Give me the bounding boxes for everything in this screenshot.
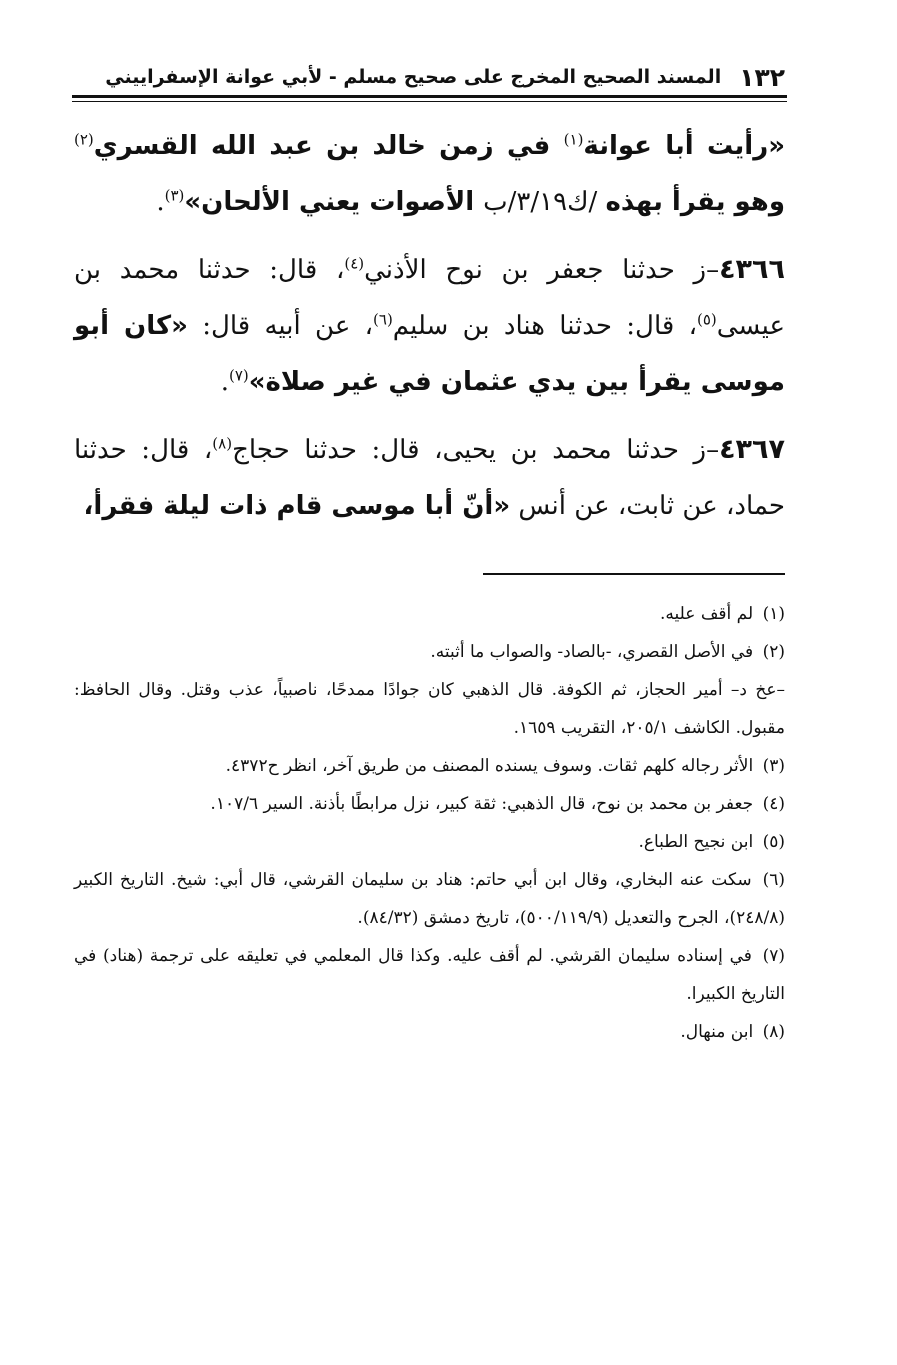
text: . xyxy=(220,367,229,397)
text: في زمن خالد بن عبد الله القسري xyxy=(93,131,564,161)
text: ، قال: حدثنا محمد بن عيسى xyxy=(74,255,785,341)
footnote-number: (٣) xyxy=(762,756,785,776)
text: –ز حدثنا محمد بن يحيى، قال: حدثنا حجاج xyxy=(232,435,720,465)
footnote-ref: (٣) xyxy=(164,186,185,205)
footnote-3 xyxy=(74,747,785,785)
hadith-number: ٤٣٦٧ xyxy=(719,434,785,465)
footnote-number: (٢) xyxy=(762,642,785,662)
footnotes xyxy=(74,595,785,1051)
text: الأصوات يعني الألحان» xyxy=(184,187,484,217)
footnote-number: (٤) xyxy=(762,794,785,814)
footnote-ref: (٦) xyxy=(373,310,393,329)
footnote-5 xyxy=(74,823,785,861)
paragraph-hadith-4366 xyxy=(74,242,785,410)
matn-text: «كان أبو موسى يقرأ بين يدي عثمان في غير صلاة» xyxy=(74,311,785,397)
paragraph-hadith-4367 xyxy=(74,422,785,534)
footnote-text: سكت عنه البخاري، وقال ابن أبي حاتم: هناد بن سليمان القرشي، قال أبي: شيخ. التاريخ الكبير (٢٤٨/٨)، الجرح والتعديل (٥٠٠/١١٩/٩)، تاريخ دمشق (٨٤/٣٢). xyxy=(74,870,785,928)
running-title: المسند الصحيح المخرج على صحيح مسلم - لأبي عوانة الإسفراييني xyxy=(105,66,722,88)
footnote-text: الأثر رجاله كلهم ثقات. وسوف يسنده المصنف من طريق آخر، انظر ح٤٣٧٢. xyxy=(225,756,754,776)
footnote-separator xyxy=(483,573,785,575)
footnote-1 xyxy=(74,595,785,633)
footnote-ref: (٢) xyxy=(74,130,94,149)
text: ، عن أبيه قال: xyxy=(187,311,374,341)
footnote-ref: (١) xyxy=(563,130,584,149)
footnote-number: (٦) xyxy=(762,870,785,890)
text: ، قال: حدثنا هناد بن سليم xyxy=(392,311,697,341)
footnote-4 xyxy=(74,785,785,823)
footnote-number: (٨) xyxy=(762,1022,785,1042)
footnote-text: –عخ د– أمير الحجاز، ثم الكوفة. قال الذهبي كان جوادًا ممدحًا، ناصبياً، عذب وقتل. وقال الحافظ: مقبول. الكاشف ٢٠٥/١، التقريب ١٦٥٩. xyxy=(74,680,785,738)
matn-text: «أنّ أبا موسى قام ذات ليلة فقرأ، xyxy=(83,491,511,521)
text: «رأيت أبا عوانة xyxy=(583,131,785,161)
text: وهو يقرأ بهذه xyxy=(605,187,785,217)
footnote-text: في إسناده سليمان القرشي. لم أقف عليه. وكذا قال المعلمي في تعليقه على ترجمة (هناد) في التاريخ الكبيرا. xyxy=(74,946,785,1004)
footnote-text: لم أقف عليه. xyxy=(660,604,754,624)
paragraph-1 xyxy=(74,118,785,230)
footnote-number: (١) xyxy=(762,604,785,624)
footnote-text: في الأصل القصري، -بالصاد- والصواب ما أثبته. xyxy=(430,642,754,662)
footnote-ref: (٤) xyxy=(344,254,365,273)
hadith-number: ٤٣٦٦ xyxy=(719,254,785,285)
footnote-ref: (٧) xyxy=(228,366,249,385)
footnote-6 xyxy=(74,861,785,937)
footnote-text: ابن منهال. xyxy=(680,1022,754,1042)
footnote-number: (٧) xyxy=(762,946,785,966)
footnote-text: جعفر بن محمد بن نوح، قال الذهبي: ثقة كبير، نزل مرابطًا بأذنة. السير ١٠٧/٦. xyxy=(210,794,754,814)
footnote-number: (٥) xyxy=(762,832,785,852)
footnote-2 xyxy=(74,633,785,671)
manuscript-ref: /ك٣/١٩/ب xyxy=(483,187,598,217)
header-rule-thick xyxy=(72,95,787,98)
footnote-text: ابن نجيح الطباع. xyxy=(638,832,754,852)
text: ، قال: حدثنا حماد، عن ثابت، عن أنس xyxy=(74,435,785,521)
text: –ز حدثنا جعفر بن نوح الأذني xyxy=(364,255,720,285)
text: . xyxy=(156,187,165,217)
header-rule-thin xyxy=(72,101,787,102)
main-text xyxy=(74,118,785,546)
footnote-2-continued xyxy=(74,671,785,747)
page-number: ١٣٢ xyxy=(739,62,785,92)
page-header xyxy=(76,62,785,92)
footnote-ref: (٥) xyxy=(696,310,717,329)
footnote-ref: (٨) xyxy=(212,434,233,453)
footnote-7 xyxy=(74,937,785,1013)
footnote-8 xyxy=(74,1013,785,1051)
